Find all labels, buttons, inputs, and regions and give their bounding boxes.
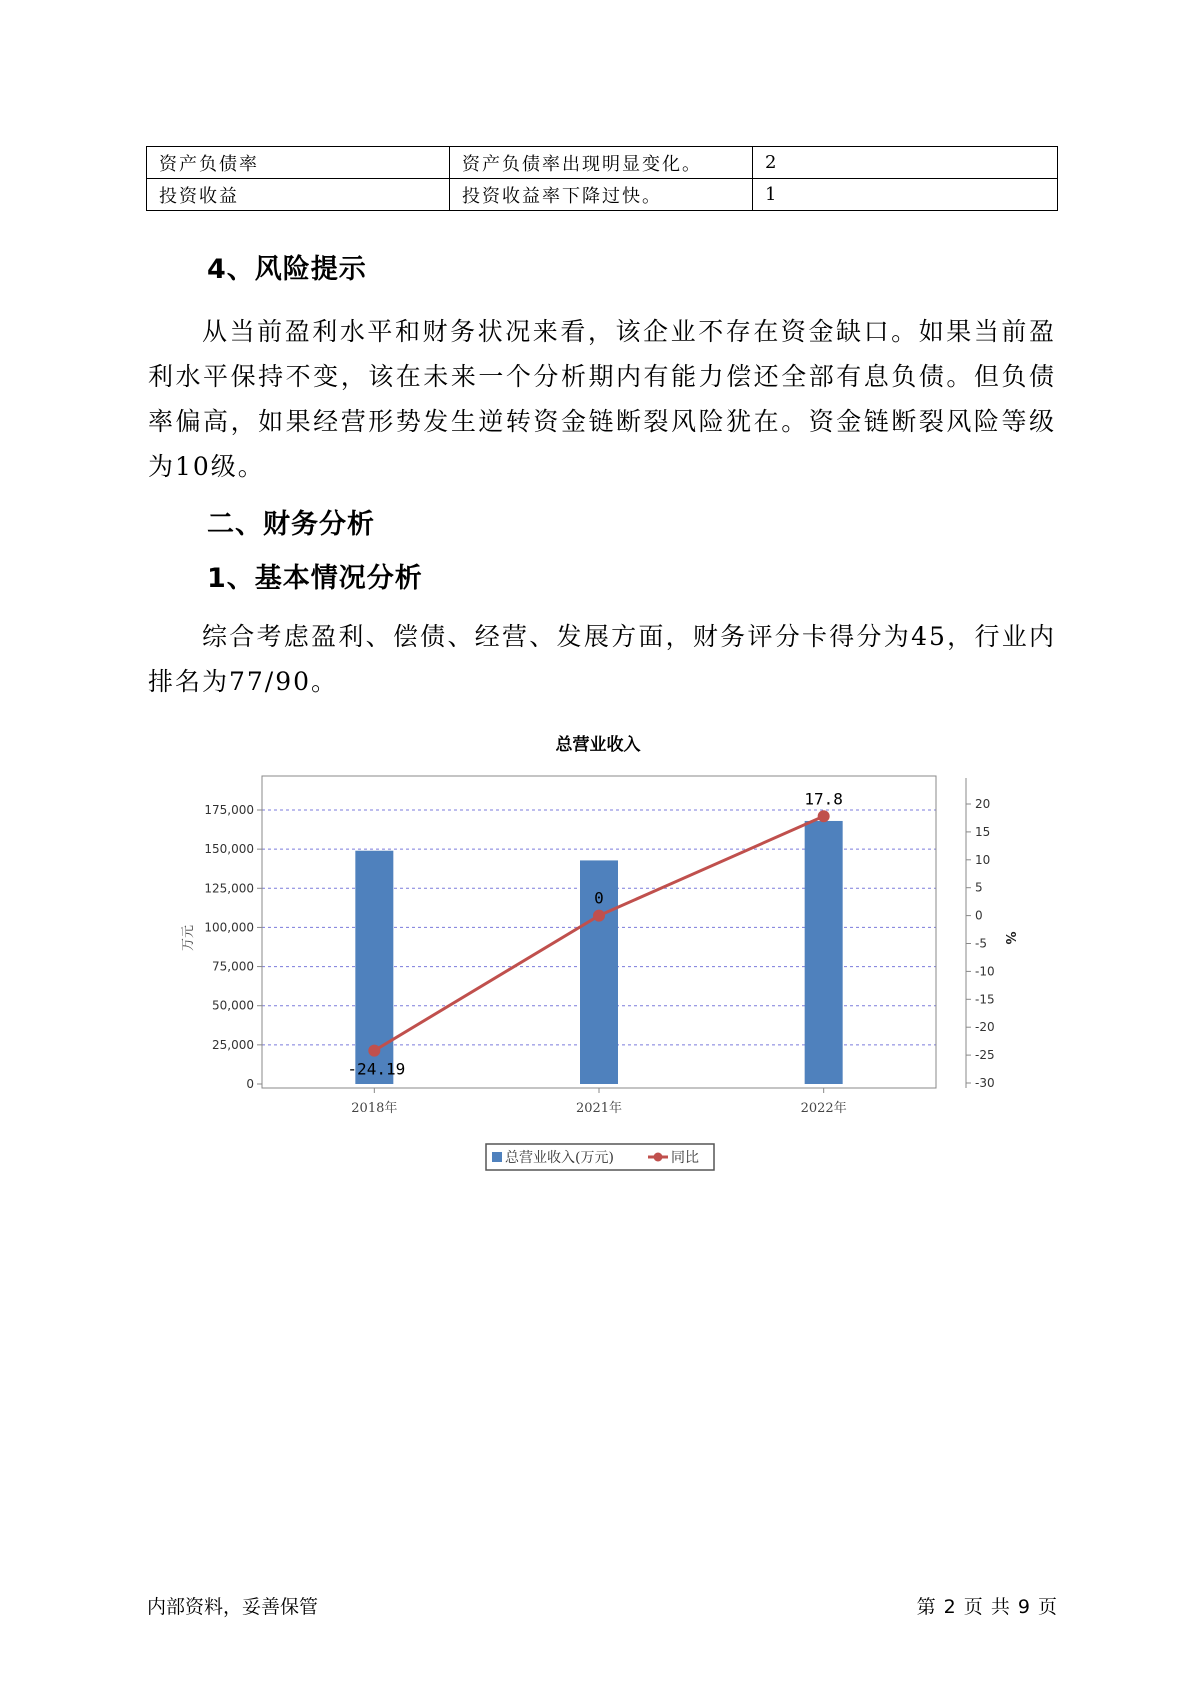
y-tick-label: 175,000 (204, 803, 254, 817)
table-cell-desc: 资产负债率出现明显变化。 (450, 147, 753, 179)
risk-heading: 4、风险提示 (207, 254, 367, 285)
y2-tick-label: 0 (975, 908, 983, 923)
basic-analysis-heading: 1、基本情况分析 (207, 563, 423, 594)
y-tick-label: 25,000 (212, 1037, 254, 1052)
chart-svg (176, 726, 1036, 1196)
yoy-data-label: 17.8 (804, 789, 843, 809)
indicator-table (146, 146, 1058, 211)
y2-axis-label: % (1002, 931, 1017, 945)
y2-tick-label: -15 (975, 992, 995, 1007)
table-row (147, 179, 1058, 211)
y2-tick-label: 20 (975, 797, 991, 811)
chart-title: 总营业收入 (555, 735, 641, 755)
yoy-point (368, 1045, 380, 1057)
y2-tick-label: 5 (975, 880, 983, 895)
yoy-data-label: -24.19 (347, 1059, 406, 1079)
basic-analysis-paragraph: 综合考虑盈利、偿债、经营、发展方面，财务评分卡得分为45，行业内排名为77/90。 (148, 622, 1056, 696)
y-tick-label: 50,000 (212, 998, 254, 1013)
y2-tick-label: 15 (975, 824, 991, 839)
y2-tick-label: -5 (975, 936, 987, 951)
revenue-chart (176, 726, 1036, 1196)
x-tick-label: 2018年 (351, 1101, 398, 1116)
y2-tick-label: -25 (975, 1048, 995, 1063)
table-cell-score: 1 (753, 179, 1058, 211)
yoy-data-label: 0 (594, 888, 604, 908)
legend-marker-yoy (654, 1153, 663, 1162)
y-tick-label: 0 (246, 1077, 254, 1091)
y-axis-label: 万元 (181, 924, 196, 952)
footer-confidential: 内部资料，妥善保管 (147, 1596, 319, 1618)
table-cell-score: 2 (753, 147, 1058, 179)
finance-heading: 二、财务分析 (207, 509, 375, 540)
yoy-point (818, 810, 830, 822)
legend-label-yoy: 同比 (671, 1150, 699, 1166)
legend-label-revenue: 总营业收入(万元) (505, 1150, 614, 1166)
page-number: 第 2 页 共 9 页 (916, 1596, 1058, 1618)
y-tick-label: 100,000 (204, 920, 254, 935)
y2-tick-label: -10 (975, 964, 995, 979)
x-tick-label: 2021年 (575, 1101, 623, 1116)
table-cell-item: 投资收益 (147, 179, 450, 211)
table-cell-desc: 投资收益率下降过快。 (450, 179, 753, 211)
table-row (147, 147, 1058, 179)
y2-tick-label: 10 (975, 852, 991, 867)
y-tick-label: 125,000 (204, 881, 254, 896)
table-cell-item: 资产负债率 (147, 147, 450, 179)
y-tick-label: 75,000 (212, 959, 254, 974)
yoy-point (593, 910, 605, 922)
bar (805, 821, 843, 1084)
risk-paragraph: 从当前盈利水平和财务状况来看，该企业不存在资金缺口。如果当前盈利水平保持不变，该在未来一个分析期内有能力偿还全部有息负债。但负债率偏高，如果经营形势发生逆转资金链断裂风险犹在。资金链断裂风险等级为10级。 (148, 317, 1056, 481)
y2-tick-label: -20 (975, 1020, 995, 1035)
y2-tick-label: -30 (975, 1076, 995, 1090)
x-tick-label: 2022年 (800, 1101, 847, 1116)
legend-swatch-bar (492, 1152, 502, 1162)
y-tick-label: 150,000 (204, 842, 254, 857)
